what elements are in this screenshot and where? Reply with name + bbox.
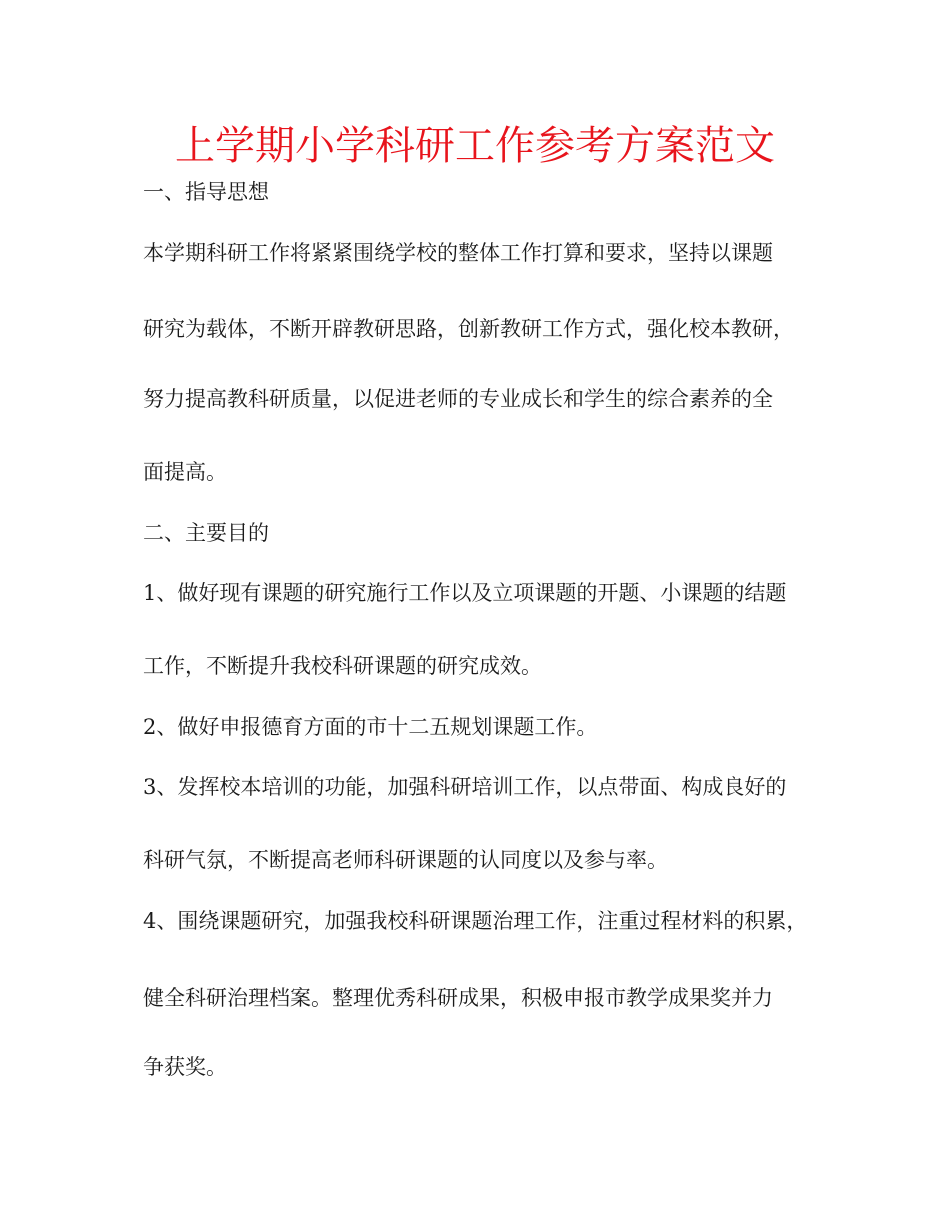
paragraph-line: 健全科研治理档案。整理优秀科研成果，积极申报市教学成果奖并力 [143,986,773,1010]
paragraph-line: 工作，不断提升我校科研课题的研究成效。 [143,654,542,678]
paragraph-line: 3、发挥校本培训的功能，加强科研培训工作，以点带面、构成良好的 [143,775,787,799]
paragraph-line: 2、做好申报德育方面的市十二五规划课题工作。 [143,715,598,739]
heading-guiding-thought: 一、指导思想 [143,180,269,204]
paragraph-line: 科研气氛，不断提高老师科研课题的认同度以及参与率。 [143,848,668,872]
paragraph-line: 4、围绕课题研究，加强我校科研课题治理工作，注重过程材料的积累， [143,909,808,933]
heading-main-goals: 二、主要目的 [143,521,269,545]
paragraph-line: 1、做好现有课题的研究施行工作以及立项课题的开题、小课题的结题 [143,581,787,605]
paragraph-line: 本学期科研工作将紧紧围绕学校的整体工作打算和要求，坚持以课题 [143,241,773,265]
paragraph-line: 研究为载体，不断开辟教研思路，创新教研工作方式，强化校本教研， [143,317,794,341]
paragraph-line: 努力提高教科研质量，以促进老师的专业成长和学生的综合素养的全 [143,387,773,411]
paragraph-line: 面提高。 [143,460,227,484]
document-title: 上学期小学科研工作参考方案范文 [175,123,775,169]
paragraph-line: 争获奖。 [143,1055,227,1079]
